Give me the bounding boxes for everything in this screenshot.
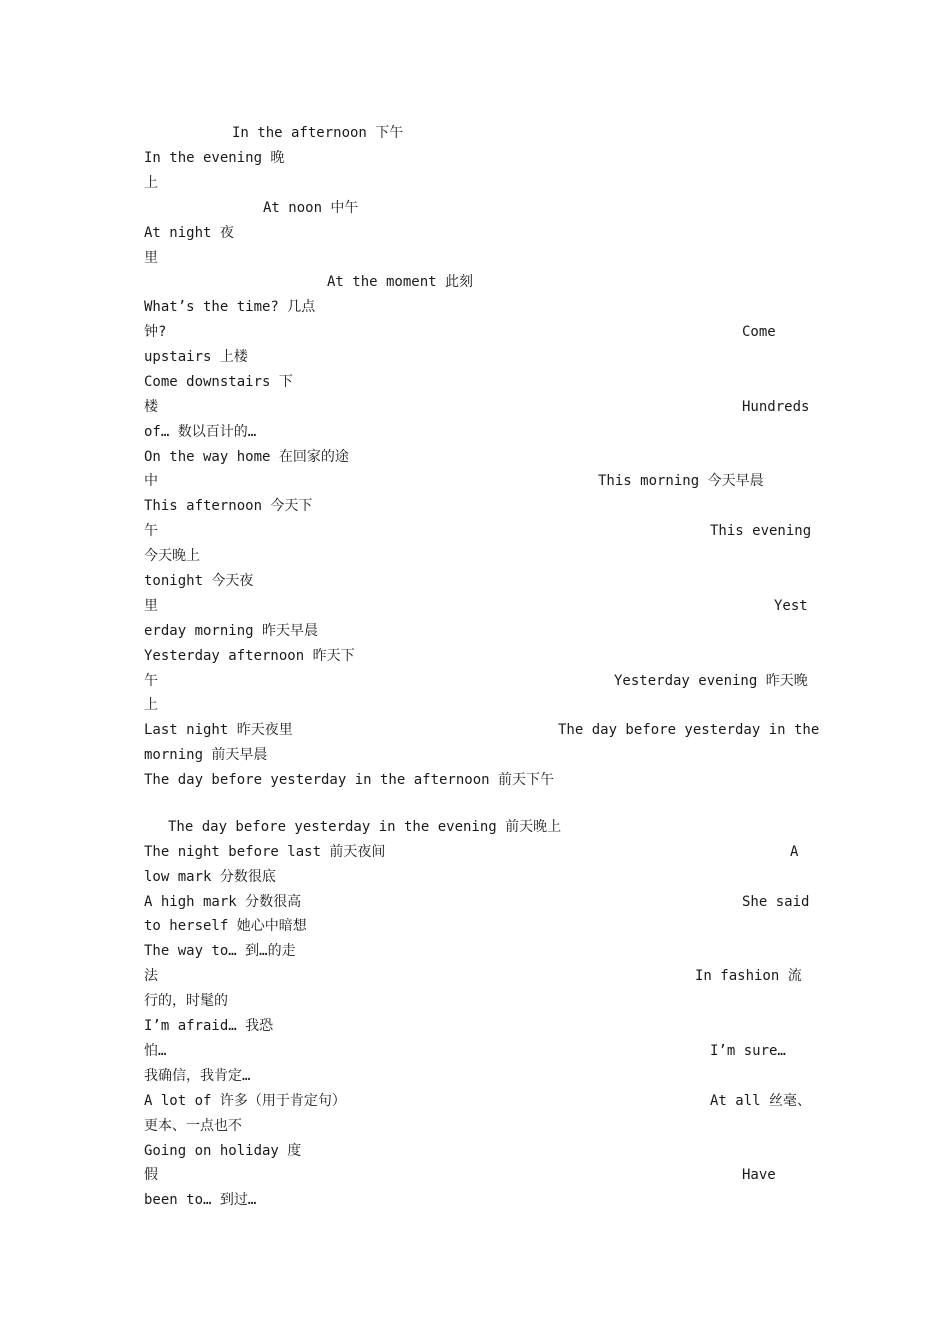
text-line: 楼 [144, 399, 158, 415]
text-line: Hundreds [742, 399, 810, 415]
text-line: Yest [774, 598, 808, 614]
text-line: erday morning 昨天早晨 [144, 623, 319, 639]
text-line: 上 [144, 697, 158, 713]
text-line: 里 [144, 250, 158, 266]
text-line: Yesterday evening 昨天晚 [614, 673, 808, 689]
text-line: At all 丝毫、 [710, 1093, 812, 1109]
text-line: 里 [144, 598, 158, 614]
text-line: 中 [144, 473, 158, 489]
text-line: I’m afraid… 我恐 [144, 1018, 274, 1034]
text-line: A lot of 许多（用于肯定句） [144, 1093, 346, 1109]
text-line: Yesterday afternoon 昨天下 [144, 648, 355, 664]
text-line: to herself 她心中暗想 [144, 918, 307, 934]
text-line: Last night 昨天夜里 [144, 722, 293, 738]
text-line: The way to… 到…的走 [144, 943, 296, 959]
text-line: She said [742, 894, 810, 910]
text-line: 上 [144, 175, 158, 191]
text-line: This afternoon 今天下 [144, 498, 313, 514]
text-line: At the moment 此刻 [327, 274, 474, 290]
text-line: This evening [710, 523, 812, 539]
text-line: 更本、一点也不 [144, 1118, 242, 1134]
text-line: low mark 分数很底 [144, 869, 276, 885]
text-line: In the evening 晚 [144, 150, 285, 166]
text-line: The day before yesterday in the afternoon 前天下午 [144, 772, 555, 788]
text-line: Come [742, 324, 776, 340]
text-line: of… 数以百计的… [144, 424, 257, 440]
text-line: Have [742, 1167, 776, 1183]
text-line: The night before last 前天夜间 [144, 844, 386, 860]
text-line: upstairs 上楼 [144, 349, 248, 365]
text-line: 午 [144, 523, 158, 539]
text-line: 午 [144, 673, 158, 689]
text-line: In fashion 流 [695, 968, 802, 984]
text-line: This morning 今天早晨 [598, 473, 764, 489]
text-line: The day before yesterday in the evening 前天晚上 [168, 819, 562, 835]
text-line: In the afternoon 下午 [232, 125, 404, 141]
text-line: A high mark 分数很高 [144, 894, 302, 910]
text-line: 行的，时髦的 [144, 993, 228, 1009]
text-line: What’s the time? 几点 [144, 299, 316, 315]
text-line: 假 [144, 1167, 158, 1183]
text-line: A [790, 844, 799, 860]
text-line: Come downstairs 下 [144, 374, 293, 390]
text-line: At noon 中午 [263, 200, 359, 216]
text-line: On the way home 在回家的途 [144, 449, 349, 465]
text-line: 法 [144, 968, 158, 984]
text-line: At night 夜 [144, 225, 234, 241]
text-line: 钟? [144, 324, 167, 340]
text-line: been to… 到过… [144, 1192, 257, 1208]
text-line: 我确信，我肯定… [144, 1068, 251, 1084]
text-line: Going on holiday 度 [144, 1143, 302, 1159]
text-line: 怕… [144, 1043, 167, 1059]
text-line: 今天晚上 [144, 548, 200, 564]
text-line: tonight 今天夜 [144, 573, 254, 589]
text-line: I’m sure… [710, 1043, 786, 1059]
text-line: morning 前天早晨 [144, 747, 268, 763]
text-line: The day before yesterday in the [558, 722, 820, 738]
